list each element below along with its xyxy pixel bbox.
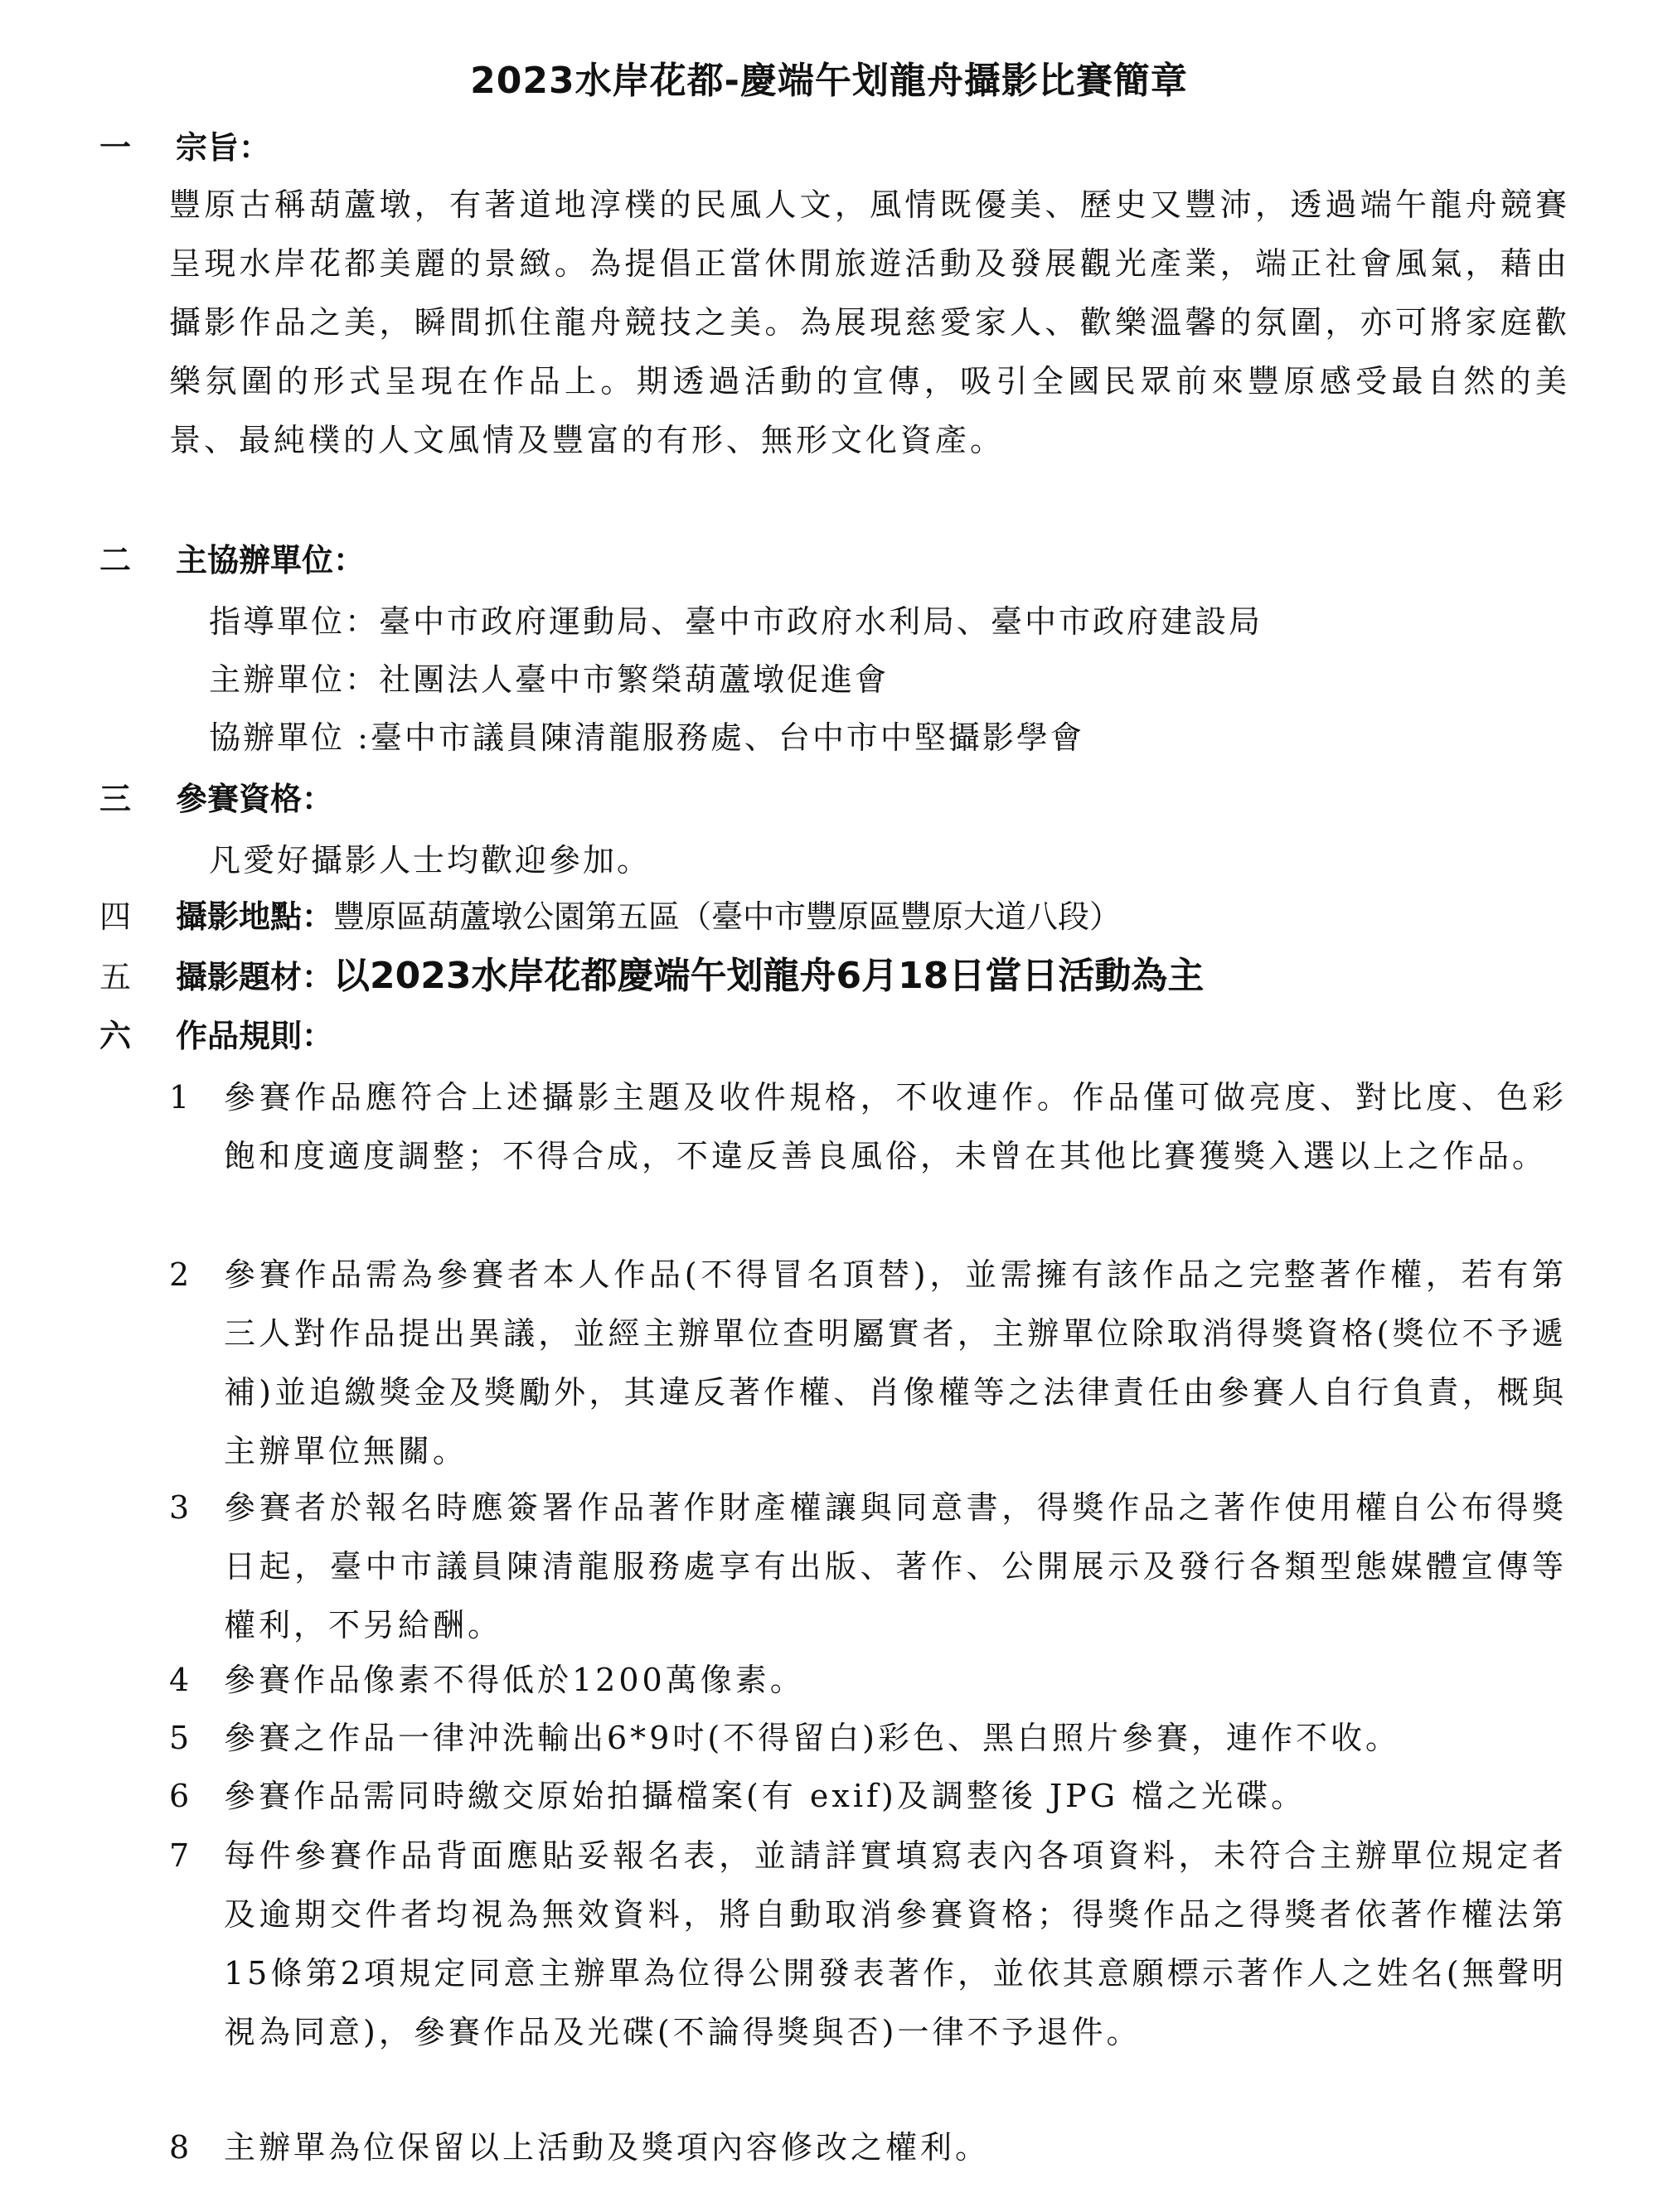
eligibility-text: 凡愛好攝影人士均歡迎參加。 [209,842,652,879]
rule-text: 參賽作品需同時繳交原始拍攝檔案(有 exif)及調整後 JPG 檔之光碟。 [224,1778,1307,1814]
rule-number: 8 [169,2129,190,2166]
section-heading: 作品規則： [176,1018,334,1054]
organizer-host: 主辦單位：社團法人臺中市繁榮葫蘆墩促進會 [209,661,890,698]
section-heading: 宗旨： [176,129,271,166]
section-purpose-heading [99,124,270,171]
section-purpose-text: 豐原古稱葫蘆墩，有著道地淳樸的民風人文，風情既優美、歷史又豐沛，透過端午龍舟競賽呈現水岸花都美麗的景緻。為提倡正當休閒旅遊活動及發展觀光產業，端正社會風氣，藉由攝影作品之美，瞬間抓住龍舟競技之美。為展現慈愛家人、歡樂溫馨的氛圍，亦可將家庭歡樂氛圍的形式呈現在作品上。期透過活動的宣傳，吸引全國民眾前來豐原感受最自然的美景、最純樸的人文風情及豐富的有形、無形文化資產。 [169,186,1570,458]
section-subject [99,953,1204,1000]
rule-text: 參賽者於報名時應簽署作品著作財產權讓與同意書，得獎作品之著作使用權自公布得獎日起，臺中市議員陳清龍服務處享有出版、著作、公開展示及發行各類型態媒體宣傳等權利，不另給酬。 [224,1489,1567,1643]
rule-number: 6 [169,1778,190,1814]
section-heading: 攝影題材： [176,959,334,995]
section-location [99,893,1121,940]
subject-text: 以2023水岸花都慶端午划龍舟6月18日當日活動為主 [333,955,1205,997]
rule-number: 7 [169,1837,190,1874]
section-rules-heading [99,1013,333,1059]
rule-text: 參賽作品需為參賽者本人作品(不得冒名頂替)，並需擁有該作品之完整著作權，若有第三人對作品提出異議，並經主辦單位查明屬實者，主辦單位除取消得獎資格(獎位不予遞補)並追繳獎金及獎勵外，其違反著作權、肖像權等之法律責任由參賽人自行負責，概與主辦單位無關。 [224,1256,1567,1469]
section-heading: 參賽資格： [176,781,334,817]
section-heading: 攝影地點： [176,898,334,935]
rule-number: 4 [169,1662,190,1698]
rule-text: 參賽作品像素不得低於1200萬像素。 [224,1662,805,1698]
section-number: 一 [99,129,132,166]
rule-text: 每件參賽作品背面應貼妥報名表，並請詳實填寫表內各項資料，未符合主辦單位規定者及逾期交件者均視為無效資料，將自動取消參賽資格；得獎作品之得獎者依著作權法第15條第2項規定同意主辦單為位得公開發表著作，並依其意願標示著作人之姓名(無聲明視為同意)，參賽作品及光碟(不論得獎與否)一律不予退件。 [224,1837,1567,2050]
section-number: 六 [99,1018,132,1054]
rule-text: 參賽之作品一律沖洗輸出6*9吋(不得留白)彩色、黑白照片參賽，連作不收。 [224,1720,1401,1756]
section-number: 四 [99,898,132,935]
rule-number: 2 [169,1256,190,1293]
organizer-co-host: 協辦單位 :臺中市議員陳清龍服務處、台中市中堅攝影學會 [209,719,1084,756]
section-number: 五 [99,959,132,995]
location-text: 豐原區葫蘆墩公園第五區（臺中市豐原區豐原大道八段） [333,898,1122,935]
rule-text: 參賽作品應符合上述攝影主題及收件規格，不收連作。作品僅可做亮度、對比度、色彩飽和度適度調整；不得合成，不違反善良風俗，未曾在其他比賽獲獎入選以上之作品。 [224,1079,1567,1174]
document-title: 2023水岸花都-慶端午划龍舟攝影比賽簡章 [470,60,1188,102]
rule-number: 5 [169,1720,190,1756]
rule-text: 主辦單為位保留以上活動及獎項內容修改之權利。 [224,2129,991,2166]
organizer-supervisor: 指導單位：臺中市政府運動局、臺中市政府水利局、臺中市政府建設局 [209,603,1263,640]
section-number: 三 [99,781,132,817]
section-heading: 主協辦單位： [176,542,366,578]
section-number: 二 [99,542,132,578]
rule-number: 3 [169,1489,190,1526]
section-eligibility-heading [99,776,333,822]
rule-number: 1 [169,1079,190,1116]
section-organizers-heading [99,537,365,583]
